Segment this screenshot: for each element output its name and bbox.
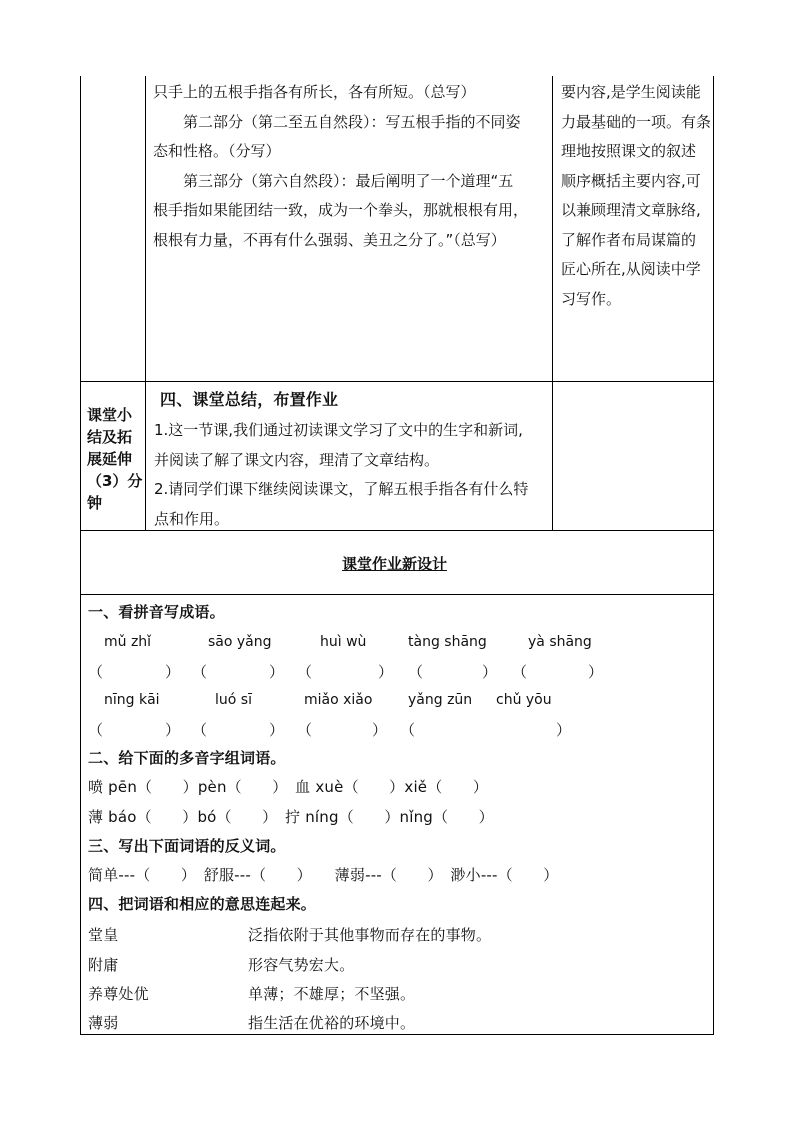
answer-paren-open: （ [88, 663, 104, 681]
text-line: 习写作。 [561, 289, 622, 308]
q1-heading: 一、看拼音写成语。 [88, 603, 225, 621]
text-line: 顺序概括主要内容,可 [561, 171, 701, 190]
text-line: 了解作者布局谋篇的 [561, 230, 697, 249]
answer-paren-close: ） [269, 721, 285, 739]
q4-heading: 四、把词语和相应的意思连起来。 [88, 895, 317, 913]
label-line: （3）分 [87, 472, 143, 490]
table-border-right [713, 76, 714, 1035]
q2-line-2: 薄 báo（ ）bó（ ） 拧 níng（ ）nǐng（ ） [88, 808, 494, 826]
answer-paren-close: ） [165, 721, 181, 739]
answer-paren-close: ） [165, 663, 181, 681]
pinyin: nīng kāi [104, 692, 160, 708]
text-line: 态和性格。（分写） [153, 142, 281, 160]
answer-paren-open: （ [192, 721, 208, 739]
label-line: 课堂小 [87, 406, 133, 424]
design-intent [561, 78, 711, 314]
summary-body [154, 416, 528, 534]
label-line: 结及拓 [87, 428, 133, 446]
text-line: 1.这一节课,我们通过初读课文学习了文中的生字和新词, [154, 421, 523, 439]
table-border-left [80, 76, 81, 1035]
text-line: 只手上的五根手指各有所长，各有所短。（总写） [153, 83, 476, 101]
match-word: 薄弱 [88, 1014, 119, 1032]
match-meaning: 指生活在优裕的环境中。 [248, 1014, 416, 1032]
match-meaning: 泛指依附于其他事物而存在的事物。 [248, 926, 492, 944]
text-line: 第三部分（第六自然段）：最后阐明了一个道理“五 [153, 171, 514, 190]
answer-paren-close: ） [482, 663, 498, 681]
answer-paren-close: ） [588, 663, 604, 681]
match-meaning: 单薄；不雄厚；不坚强。 [248, 985, 416, 1003]
pinyin: chǔ yōu [496, 692, 552, 708]
answer-paren-open: （ [297, 721, 313, 739]
match-word: 堂皇 [88, 926, 119, 944]
row-divider-3 [80, 594, 714, 595]
text-line: 点和作用。 [154, 509, 230, 528]
pinyin: yà shāng [528, 634, 592, 650]
answer-paren-close: ） [269, 663, 285, 681]
pinyin: yǎng zūn [408, 692, 473, 708]
pinyin: tàng shāng [408, 634, 487, 650]
match-word: 养尊处优 [88, 985, 149, 1003]
text-line: 根根有力量，不再有什么强弱、美丑之分了。”（总写） [153, 230, 506, 249]
answer-paren-open: （ [192, 663, 208, 681]
answer-paren-open: （ [400, 721, 416, 739]
text-line: 力最基础的一项。有条 [561, 112, 712, 131]
answer-paren-close: ） [556, 721, 572, 739]
answer-paren-open: （ [408, 663, 424, 681]
text-line: 2.请同学们课下继续阅读课文，了解五根手指各有什么特 [154, 480, 529, 498]
text-line: 要内容,是学生阅读能 [561, 83, 701, 101]
column-divider-2 [552, 76, 553, 530]
q3-heading: 三、写出下面词语的反义词。 [88, 837, 286, 855]
q2-line-1: 喷 pēn（ ）pèn（ ） 血 xuè（ ）xiě（ ） [88, 778, 489, 796]
pinyin: luó sī [215, 692, 252, 708]
answer-paren-close: ） [372, 721, 388, 739]
column-divider-1 [145, 76, 146, 530]
q3-line: 简单---（ ） 舒服---（ ） 薄弱---（ ） 渺小---（ ） [88, 866, 559, 884]
homework-title: 课堂作业新设计 [342, 555, 448, 573]
text-line: 匠心所在,从阅读中学 [561, 260, 701, 278]
text-line: 以兼顾理清文章脉络, [561, 201, 701, 219]
label-line: 钟 [87, 494, 103, 512]
pinyin: mǔ zhǐ [104, 634, 152, 650]
match-meaning: 形容气势宏大。 [248, 956, 355, 974]
q2-heading: 二、给下面的多音字组词语。 [88, 749, 286, 767]
answer-paren-open: （ [297, 663, 313, 681]
text-line: 第二部分（第二至五自然段）：写五根手指的不同姿 [153, 112, 521, 131]
pinyin: sāo yǎng [208, 634, 272, 650]
label-line: 展延伸 [87, 450, 133, 468]
text-line: 理地按照课文的叙述 [561, 142, 697, 160]
pinyin: miǎo xiǎo [304, 692, 373, 708]
text-line: 并阅读了解了课文内容，理清了文章结构。 [154, 450, 440, 469]
match-word: 附庸 [88, 956, 119, 974]
section-label [87, 404, 142, 514]
answer-paren-open: （ [88, 721, 104, 739]
row-divider-1 [80, 381, 714, 382]
answer-paren-close: ） [378, 663, 394, 681]
summary-heading: 四、课堂总结，布置作业 [160, 390, 339, 409]
structure-analysis [153, 78, 528, 255]
text-line: 根手指如果能团结一致，成为一个拳头，那就根根有用， [153, 201, 529, 219]
answer-paren-open: （ [512, 663, 528, 681]
pinyin: huì wù [320, 634, 367, 650]
